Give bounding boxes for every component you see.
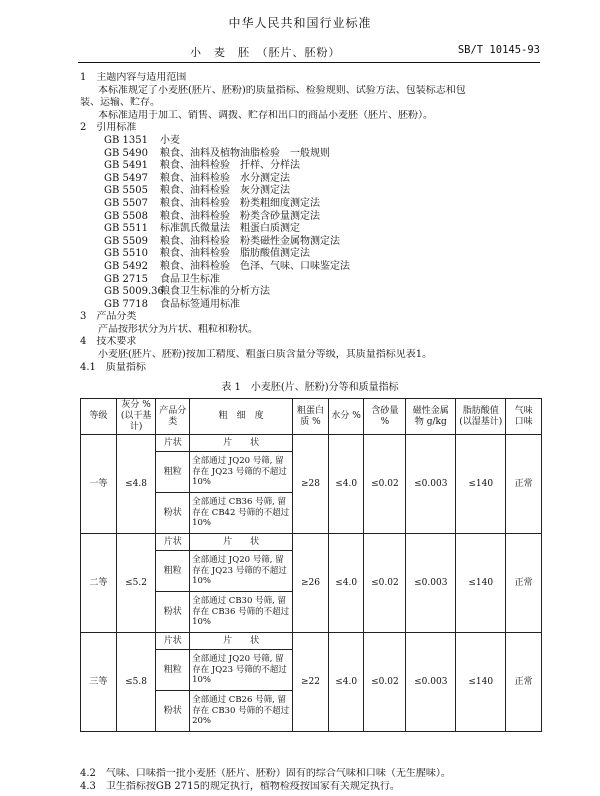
fineness-cell-powder: 全部通过 CB30 号筛, 留存在 CB36 号筛的不超过 10% — [190, 592, 293, 633]
magnetic-cell: ≤0.003 — [406, 435, 456, 534]
reference-item — [80, 274, 540, 287]
header-protein: 粗蛋白质 % — [293, 399, 329, 435]
reference-code: GB 5509 — [104, 235, 148, 247]
reference-code: GB 5497 — [104, 172, 148, 184]
form-cell-powder: 粉状 — [156, 592, 190, 633]
section-4-1-title: 4.1 质量指标 — [80, 361, 146, 373]
reference-item — [80, 211, 540, 224]
smell-cell: 正常 — [506, 534, 542, 633]
reference-title: 食品卫生标准 — [160, 273, 220, 285]
header-rule — [78, 62, 540, 63]
form-cell-flake: 片状 — [156, 534, 190, 551]
fineness-cell-coarse: 全部通过 JQ20 号筛, 留存在 JQ23 号筛的不超过 10% — [190, 551, 293, 592]
section-1-paragraph-1b: 装、运输、贮存。 — [80, 97, 160, 109]
reference-code: GB 5511 — [104, 223, 148, 235]
note-4-3: 4.3 卫生指标按GB 2715的规定执行，植物检疫按国家有关规定执行。 — [80, 780, 400, 792]
section-1-paragraph-2: 本标准适用于加工、销售、调拨、贮存和出口的商品小麦胚（胚片、胚粉）。 — [98, 109, 433, 121]
form-cell-powder: 粉状 — [156, 493, 190, 534]
fineness-cell-coarse: 全部通过 JQ20 号筛, 留存在 JQ23 号筛的不超过 10% — [190, 452, 293, 493]
reference-item — [80, 198, 540, 211]
reference-title: 粮食、油料检验 水分测定法 — [160, 172, 290, 184]
reference-title: 粮食、油料及植物油脂检验 一般规则 — [160, 147, 330, 159]
magnetic-cell: ≤0.003 — [406, 633, 456, 732]
header-sand: 含砂量 % — [364, 399, 406, 435]
form-cell-coarse: 粗粒 — [156, 452, 190, 493]
reference-item — [80, 148, 540, 161]
magnetic-cell: ≤0.003 — [406, 534, 456, 633]
fineness-cell-flake: 片 状 — [190, 534, 293, 551]
ash-cell: ≤5.8 — [116, 633, 156, 732]
reference-title: 粮食、油料检验 色泽、气味、口味鉴定法 — [160, 260, 350, 272]
section-3-paragraph: 产品按形状分为片状、粗粒和粉状。 — [98, 323, 258, 335]
section-4-title: 4 技术要求 — [80, 336, 137, 348]
fineness-cell-coarse: 全部通过 JQ20 号筛, 留存在 JQ23 号筛的不超过 10% — [190, 650, 293, 691]
ash-cell: ≤4.8 — [116, 435, 156, 534]
reference-item — [80, 173, 540, 186]
table-row — [81, 435, 542, 452]
reference-code: GB 5491 — [104, 160, 148, 172]
smell-cell: 正常 — [506, 435, 542, 534]
reference-code: GB 5510 — [104, 248, 148, 260]
sand-cell: ≤0.02 — [364, 435, 406, 534]
fatty-cell: ≤140 — [456, 534, 506, 633]
section-3-title: 3 产品分类 — [80, 311, 137, 323]
protein-cell: ≥22 — [293, 633, 329, 732]
reference-title: 粮食卫生标准的分析方法 — [160, 286, 270, 298]
header-fineness: 粗 细 度 — [190, 399, 293, 435]
reference-item — [80, 299, 540, 312]
sand-cell: ≤0.02 — [364, 534, 406, 633]
footer-notes — [80, 768, 540, 793]
reference-code: GB 7718 — [104, 298, 148, 310]
reference-title: 食品标签通用标准 — [160, 298, 240, 310]
reference-code: GB 5507 — [104, 197, 148, 209]
grade-cell: 一等 — [81, 435, 117, 534]
note-4-2: 4.2 气味、口味指一批小麦胚（胚片、胚粉）固有的综合气味和口味（无生腥味）。 — [80, 768, 451, 779]
sand-cell: ≤0.02 — [364, 633, 406, 732]
section-1-paragraph-1a: 本标准规定了小麦胚(胚片、胚粉)的质量指标、检验规则、试验方法、包装标志和包 — [98, 84, 466, 96]
fineness-cell-flake: 片 状 — [190, 633, 293, 650]
header-smell-taste: 气味 口味 — [506, 399, 542, 435]
header-fatty-acid: 脂肪酸值(以湿基计) — [456, 399, 506, 435]
table-header-row — [81, 399, 542, 435]
grade-cell: 二等 — [81, 534, 117, 633]
reference-item — [80, 261, 540, 274]
issuing-organization: 中华人民共和国行业标准 — [228, 16, 372, 30]
reference-item — [80, 223, 540, 236]
protein-cell: ≥26 — [293, 534, 329, 633]
moisture-cell: ≤4.0 — [328, 633, 364, 732]
protein-cell: ≥28 — [293, 435, 329, 534]
reference-item — [80, 185, 540, 198]
fatty-cell: ≤140 — [456, 435, 506, 534]
reference-code: GB 5505 — [104, 185, 148, 197]
reference-title: 粮食、油料检验 粉类含砂量测定法 — [160, 210, 320, 222]
fineness-cell-flake: 片 状 — [190, 435, 293, 452]
reference-item — [80, 160, 540, 173]
table-body — [81, 435, 542, 732]
grade-cell: 三等 — [81, 633, 117, 732]
standard-code: SB/T 10145-93 — [457, 44, 540, 56]
header-ash: 灰分 % (以干基计) — [116, 399, 156, 435]
form-cell-flake: 片状 — [156, 435, 190, 452]
reference-code: GB 5490 — [104, 147, 148, 159]
reference-code: GB 2715 — [104, 273, 148, 285]
fineness-cell-powder: 全部通过 CB36 号筛, 留存在 CB42 号筛的不超过 10% — [190, 493, 293, 534]
header-magnetic: 磁性金属物 g/kg — [406, 399, 456, 435]
header-form: 产品分类 — [156, 399, 190, 435]
table-row — [81, 534, 542, 551]
reference-title: 标准凯氏微量法 粗蛋白质测定 — [160, 223, 300, 235]
reference-title: 粮食、油料检验 粉类粗细度测定法 — [160, 197, 320, 209]
smell-cell: 正常 — [506, 633, 542, 732]
reference-list — [80, 135, 540, 311]
form-cell-flake: 片状 — [156, 633, 190, 650]
reference-title: 粮食、油料检验 扦样、分样法 — [160, 160, 300, 172]
header-grade: 等级 — [81, 399, 117, 435]
standard-title: 小 麦 胚 （胚片、胚粉） — [190, 46, 341, 59]
form-cell-coarse: 粗粒 — [156, 551, 190, 592]
moisture-cell: ≤4.0 — [328, 534, 364, 633]
reference-item — [80, 286, 540, 299]
reference-title: 小麦 — [160, 134, 180, 146]
reference-item — [80, 248, 540, 261]
reference-code: GB 5508 — [104, 210, 148, 222]
document-body — [80, 72, 540, 374]
reference-item — [80, 236, 540, 249]
reference-title: 粮食、油料检验 灰分测定法 — [160, 185, 290, 197]
section-4-paragraph: 小麦胚(胚片、胚粉)按加工精度、粗蛋白质含量分等级，其质量指标见表1。 — [98, 349, 433, 361]
reference-title: 粮食、油料检验 粉类磁性金属物测定法 — [160, 235, 340, 247]
table-row — [81, 633, 542, 650]
quality-table — [80, 398, 542, 732]
section-2-title: 2 引用标准 — [80, 122, 137, 134]
section-1-title: 1 主题内容与适用范围 — [80, 72, 187, 83]
header-moisture: 水分 % — [328, 399, 364, 435]
fineness-cell-powder: 全部通过 CB26 号筛, 留存在 CB30 号筛的不超过 20% — [190, 691, 293, 732]
reference-code: GB 1351 — [104, 134, 148, 146]
fatty-cell: ≤140 — [456, 633, 506, 732]
form-cell-powder: 粉状 — [156, 691, 190, 732]
reference-code: GB 5492 — [104, 260, 148, 272]
moisture-cell: ≤4.0 — [328, 435, 364, 534]
reference-item — [80, 135, 540, 148]
reference-code: GB 5009.36 — [104, 286, 164, 298]
ash-cell: ≤5.2 — [116, 534, 156, 633]
form-cell-coarse: 粗粒 — [156, 650, 190, 691]
reference-title: 粮食、油料检验 脂肪酸值测定法 — [160, 248, 310, 260]
table-caption: 表 1 小麦胚(片、胚粉)分等和质量指标 — [221, 382, 399, 393]
